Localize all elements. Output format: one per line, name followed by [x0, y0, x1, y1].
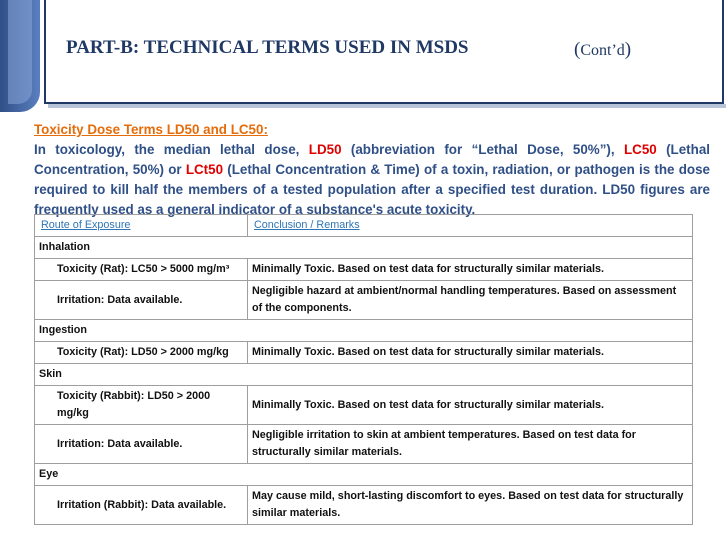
- intro-text-1: In toxicology, the median lethal dose,: [34, 142, 309, 157]
- title-text: TECHNICAL TERMS USED IN MSDS: [143, 37, 469, 58]
- slide-accent-bar-highlight: [8, 0, 32, 104]
- header-conclusion: Conclusion / Remarks: [248, 215, 693, 237]
- route-cell: Irritation: Data available.: [35, 425, 248, 464]
- route-cell: Toxicity (Rat): LC50 > 5000 mg/m³: [35, 259, 248, 281]
- route-cell: Irritation (Rabbit): Data available.: [35, 486, 248, 525]
- group-label: Skin: [35, 364, 693, 386]
- intro-text-2: (abbreviation for “Lethal Dose, 50%”),: [341, 142, 624, 157]
- term-lc50: LC50: [623, 142, 657, 157]
- close-paren: ): [624, 39, 632, 60]
- group-row-eye: [35, 464, 693, 486]
- header-route: Route of Exposure: [35, 215, 248, 237]
- table-row: [35, 259, 693, 281]
- remark-cell: Minimally Toxic. Based on test data for structurally similar materials.: [248, 386, 693, 425]
- intro-paragraph: [34, 120, 710, 220]
- remark-cell: May cause mild, short-lasting discomfort to eyes. Based on test data for structurally similar materials.: [248, 486, 693, 525]
- term-ld50: LD50: [308, 142, 342, 157]
- group-row-inhalation: [35, 237, 693, 259]
- slide-header: [44, 0, 724, 104]
- table-row: [35, 486, 693, 525]
- intro-text-3: (Lethal Concentration, 50%) or: [34, 142, 710, 177]
- group-row-skin: [35, 364, 693, 386]
- remark-cell: Negligible irritation to skin at ambient temperatures. Based on test data for structurally similar materials.: [248, 425, 693, 464]
- table-row: [35, 425, 693, 464]
- remark-cell: Minimally Toxic. Based on test data for structurally similar materials.: [248, 342, 693, 364]
- term-lct50: LCt50: [185, 162, 224, 177]
- table-row: [35, 281, 693, 320]
- group-label: Eye: [35, 464, 693, 486]
- remark-cell: Minimally Toxic. Based on test data for structurally similar materials.: [248, 259, 693, 281]
- slide-accent-bar: [0, 0, 40, 112]
- continued-label: [574, 39, 631, 61]
- group-row-ingestion: [35, 320, 693, 342]
- table-row: [35, 386, 693, 425]
- intro-text-4: (Lethal Concentration & Time) of a toxin, radiation, or pathogen is the dose required to kill half the members of a tested population after a specified test duration. LD50 figures are frequently used as a general indicator of a substance's acute toxicity.: [34, 162, 710, 217]
- route-cell: Toxicity (Rat): LD50 > 2000 mg/kg: [35, 342, 248, 364]
- route-cell: Irritation: Data available.: [35, 281, 248, 320]
- page-title: [66, 37, 469, 59]
- remark-cell: Negligible hazard at ambient/normal handling temperatures. Based on assessment of the components.: [248, 281, 693, 320]
- header-shadow: [48, 104, 726, 108]
- intro-heading: Toxicity Dose Terms LD50 and LC50:: [34, 122, 268, 137]
- toxicity-table: [34, 214, 693, 525]
- table-header-row: [35, 215, 693, 237]
- group-label: Ingestion: [35, 320, 693, 342]
- route-cell: Toxicity (Rabbit): LD50 > 2000 mg/kg: [35, 386, 248, 425]
- table-row: [35, 342, 693, 364]
- group-label: Inhalation: [35, 237, 693, 259]
- title-part: PART-B:: [66, 37, 140, 58]
- continued-text: Cont’d: [580, 42, 625, 59]
- open-paren: (: [574, 39, 581, 60]
